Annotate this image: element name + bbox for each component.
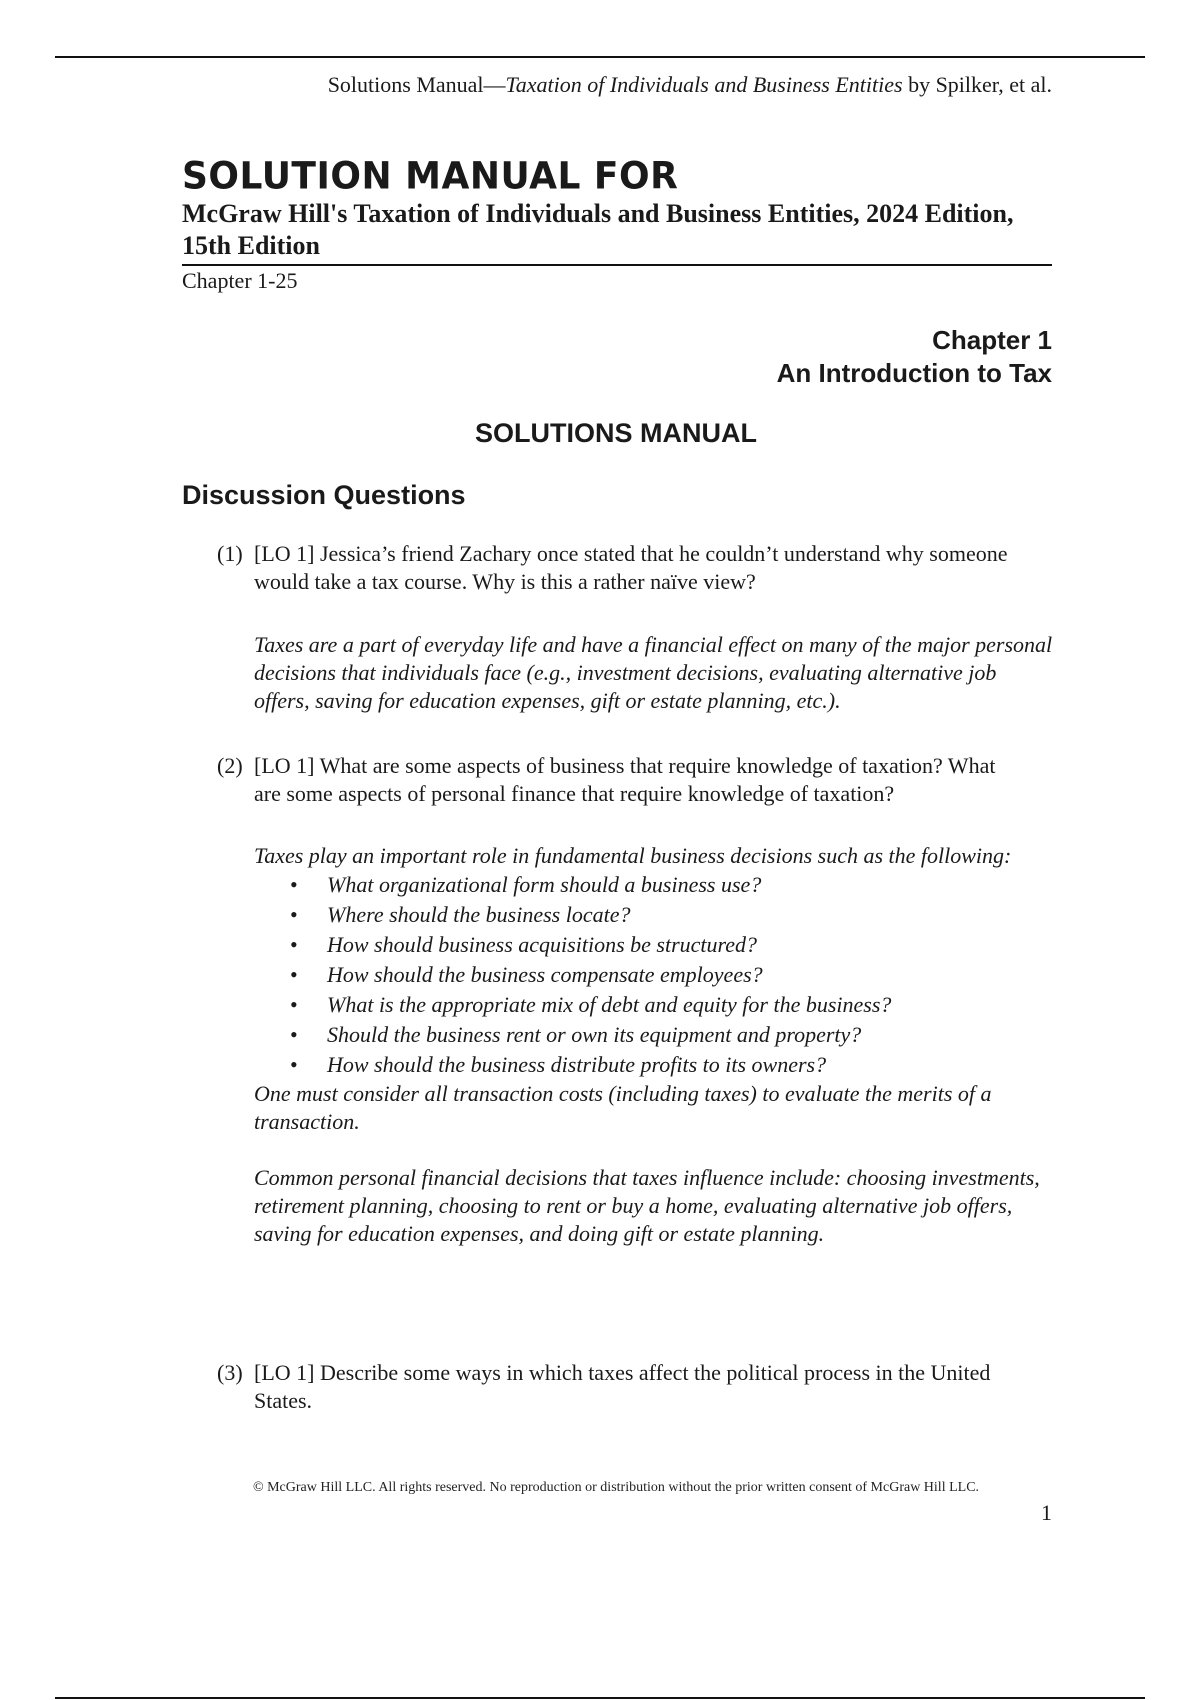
chapter-number: Chapter 1 xyxy=(932,325,1052,355)
bullet-icon: • xyxy=(290,872,298,897)
page-number: 1 xyxy=(1041,1500,1052,1525)
list-item xyxy=(254,1020,1054,1050)
running-header-prefix: Solutions Manual— xyxy=(327,72,506,97)
answer-personal: Common personal financial decisions that taxes influence include: choosing investments, retirement planning, choosing to rent or buy a home, evaluating alternative job offers, saving for education expenses, and doing gift or estate planning. xyxy=(254,1165,1040,1246)
question-2 xyxy=(217,752,1017,808)
top-rule xyxy=(55,56,1145,58)
question-number: (3) xyxy=(217,1360,243,1385)
bullet-text: How should the business distribute profits to its owners? xyxy=(327,1052,827,1077)
copyright-notice: © McGraw Hill LLC. All rights reserved. No reproduction or distribution without the prior written consent of McGraw Hill LLC. xyxy=(252,1480,980,1495)
section-heading: SOLUTIONS MANUAL xyxy=(475,418,757,448)
running-header xyxy=(328,72,1052,98)
bullet-text: How should business acquisitions be structured? xyxy=(327,932,758,957)
question-number: (1) xyxy=(217,541,243,566)
answer-2 xyxy=(254,842,1054,1248)
bullet-text: How should the business compensate employees? xyxy=(327,962,763,987)
bullet-icon: • xyxy=(290,932,298,957)
discussion-questions-heading: Discussion Questions xyxy=(182,480,466,510)
question-1 xyxy=(217,540,1017,596)
list-item xyxy=(254,930,1054,960)
list-item xyxy=(254,960,1054,990)
bullet-icon: • xyxy=(290,962,298,987)
question-3 xyxy=(217,1359,1017,1415)
list-item xyxy=(254,1050,1054,1080)
bullet-text: Where should the business locate? xyxy=(327,902,631,927)
list-item xyxy=(254,900,1054,930)
bullet-icon: • xyxy=(290,1022,298,1047)
book-title: McGraw Hill's Taxation of Individuals and Business Entities, 2024 Edition, 15th Edition xyxy=(182,198,1052,266)
question-text: [LO 1] Jessica’s friend Zachary once stated that he couldn’t understand why someone would take a tax course. Why is this a rather naïve view? xyxy=(254,541,1008,594)
running-header-book-title: Taxation of Individuals and Business Entities xyxy=(505,72,903,97)
bullet-text: What is the appropriate mix of debt and equity for the business? xyxy=(327,992,892,1017)
question-number: (2) xyxy=(217,753,243,778)
bullet-text: What organizational form should a business use? xyxy=(327,872,762,897)
answer-conclusion: One must consider all transaction costs (including taxes) to evaluate the merits of a transaction. xyxy=(254,1081,992,1134)
list-item xyxy=(254,870,1054,900)
solution-manual-banner: SOLUTION MANUAL FOR xyxy=(182,154,679,199)
bullet-text: Should the business rent or own its equipment and property? xyxy=(327,1022,862,1047)
list-item xyxy=(254,990,1054,1020)
bullet-icon: • xyxy=(290,992,298,1017)
question-text: [LO 1] Describe some ways in which taxes affect the political process in the United States. xyxy=(254,1360,991,1413)
chapter-range: Chapter 1-25 xyxy=(182,268,298,293)
question-text: [LO 1] What are some aspects of business that require knowledge of taxation? What are some aspects of personal finance that require knowledge of taxation? xyxy=(254,753,996,806)
bullet-icon: • xyxy=(290,902,298,927)
bottom-rule xyxy=(55,1697,1145,1699)
bullet-list xyxy=(254,870,1054,1080)
chapter-heading xyxy=(777,324,1052,390)
answer-1: Taxes are a part of everyday life and have a financial effect on many of the major personal decisions that individuals face (e.g., investment decisions, evaluating alternative job offers, saving for education expenses, gift or estate planning, etc.). xyxy=(254,632,1053,713)
bullet-icon: • xyxy=(290,1052,298,1077)
chapter-title: An Introduction to Tax xyxy=(776,358,1052,388)
answer-intro: Taxes play an important role in fundamental business decisions such as the following: xyxy=(254,843,1012,868)
running-header-suffix: by Spilker, et al. xyxy=(902,72,1052,97)
